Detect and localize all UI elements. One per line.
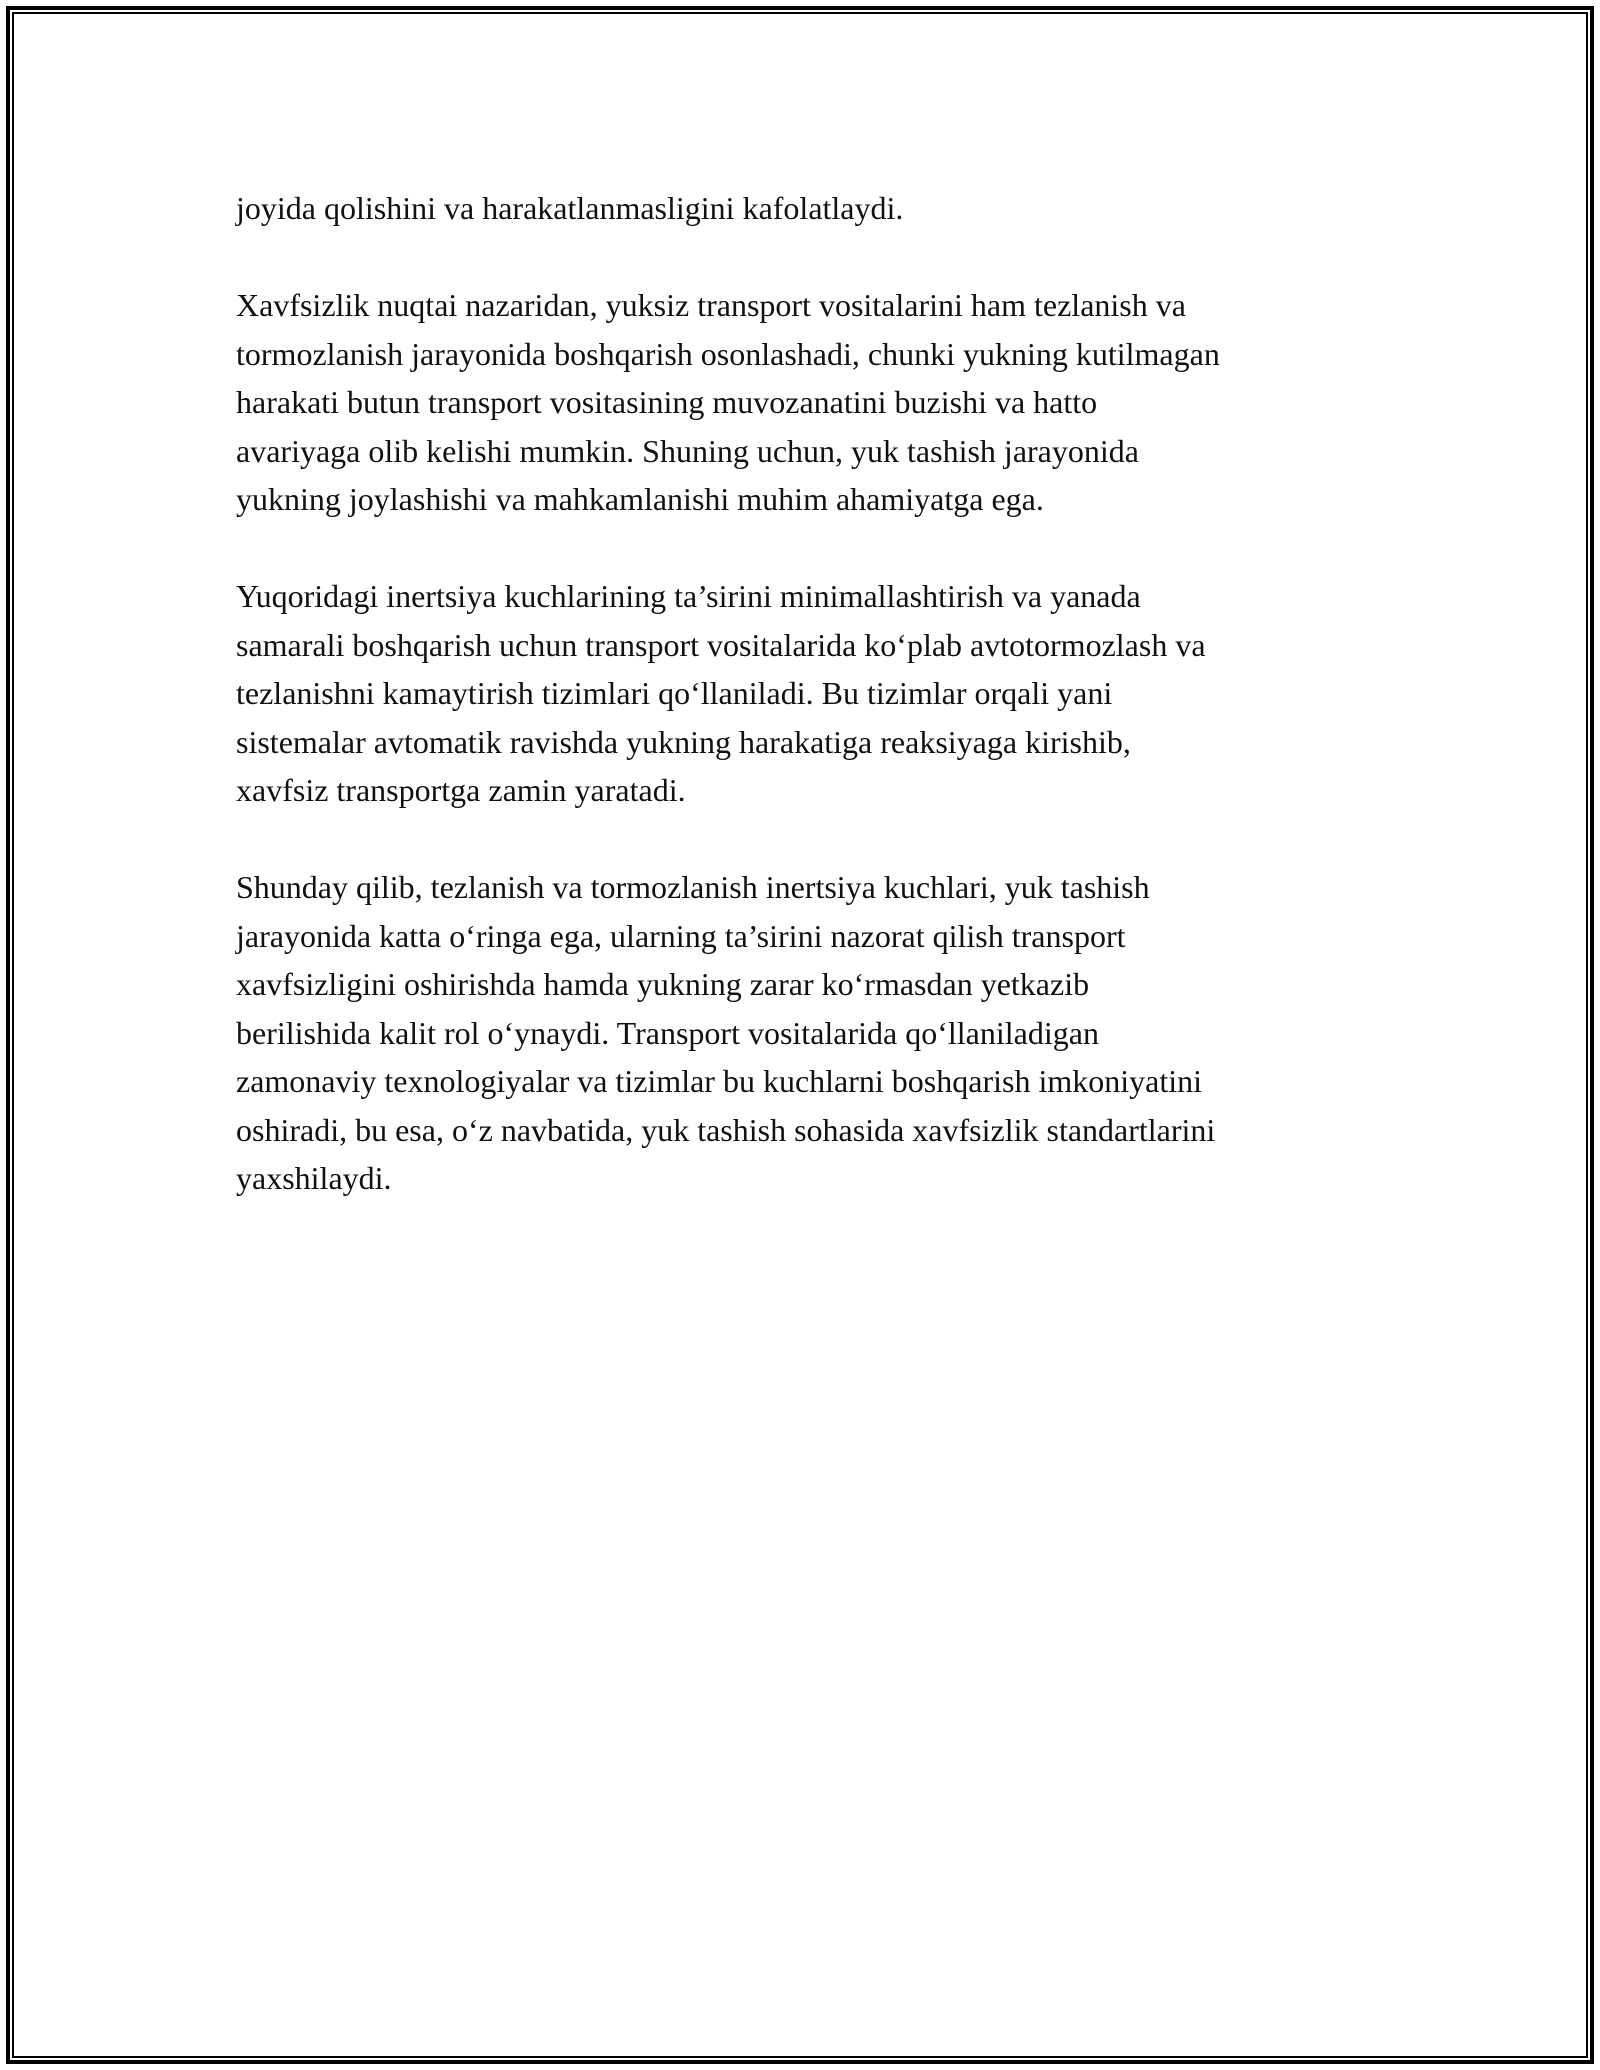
paragraph-3 <box>236 572 1386 815</box>
text-line: samarali boshqarish uchun transport vositalarida ko‘plab avtotormozlash va <box>236 626 1206 663</box>
text-line: avariyaga olib kelishi mumkin. Shuning uchun, yuk tashish jarayonida <box>236 432 1139 469</box>
text-line: yukning joylashishi va mahkamlanishi muhim ahamiyatga ega. <box>236 481 1044 517</box>
text-line: zamonaviy texnologiyalar va tizimlar bu kuchlarni boshqarish imkoniyatini <box>236 1063 1202 1099</box>
document-body <box>236 184 1386 1251</box>
text-line: Xavfsizlik nuqtai nazaridan, yuksiz transport vositalarini ham tezlanish va <box>236 287 1186 323</box>
text-line: xavfsizligini oshirishda hamda yukning zarar ko‘rmasdan yetkazib <box>236 966 1090 1002</box>
text-line: Yuqoridagi inertsiya kuchlarining ta’sirini minimallashtirish va yanada <box>236 578 1141 614</box>
text-line: tormozlanish jarayonida boshqarish osonlashadi, chunki yukning kutilmagan <box>236 335 1220 372</box>
text-line: oshiradi, bu esa, o‘z navbatida, yuk tashish sohasida xavfsizlik standartlarini <box>236 1111 1216 1148</box>
text-line: berilishida kalit rol o‘ynaydi. Transport vositalarida qo‘llaniladigan <box>236 1014 1099 1051</box>
paragraph-4 <box>236 863 1386 1203</box>
text-line: Shunday qilib, tezlanish va tormozlanish inertsiya kuchlari, yuk tashish <box>236 869 1150 905</box>
paragraph-1 <box>236 184 1386 233</box>
text-line: joyida qolishini va harakatlanmasligini kafolatlaydi. <box>236 190 904 226</box>
paragraph-2 <box>236 281 1386 524</box>
text-line: harakati butun transport vositasining muvozanatini buzishi va hatto <box>236 384 1098 420</box>
text-line: jarayonida katta o‘ringa ega, ularning ta’sirini nazorat qilish transport <box>236 917 1126 954</box>
text-line: sistemalar avtomatik ravishda yukning harakatiga reaksiyaga kirishib, <box>236 723 1131 760</box>
text-line: xavfsiz transportga zamin yaratadi. <box>236 772 686 808</box>
text-line: yaxshilaydi. <box>236 1160 392 1196</box>
text-line: tezlanishni kamaytirish tizimlari qo‘llaniladi. Bu tizimlar orqali yani <box>236 675 1113 711</box>
